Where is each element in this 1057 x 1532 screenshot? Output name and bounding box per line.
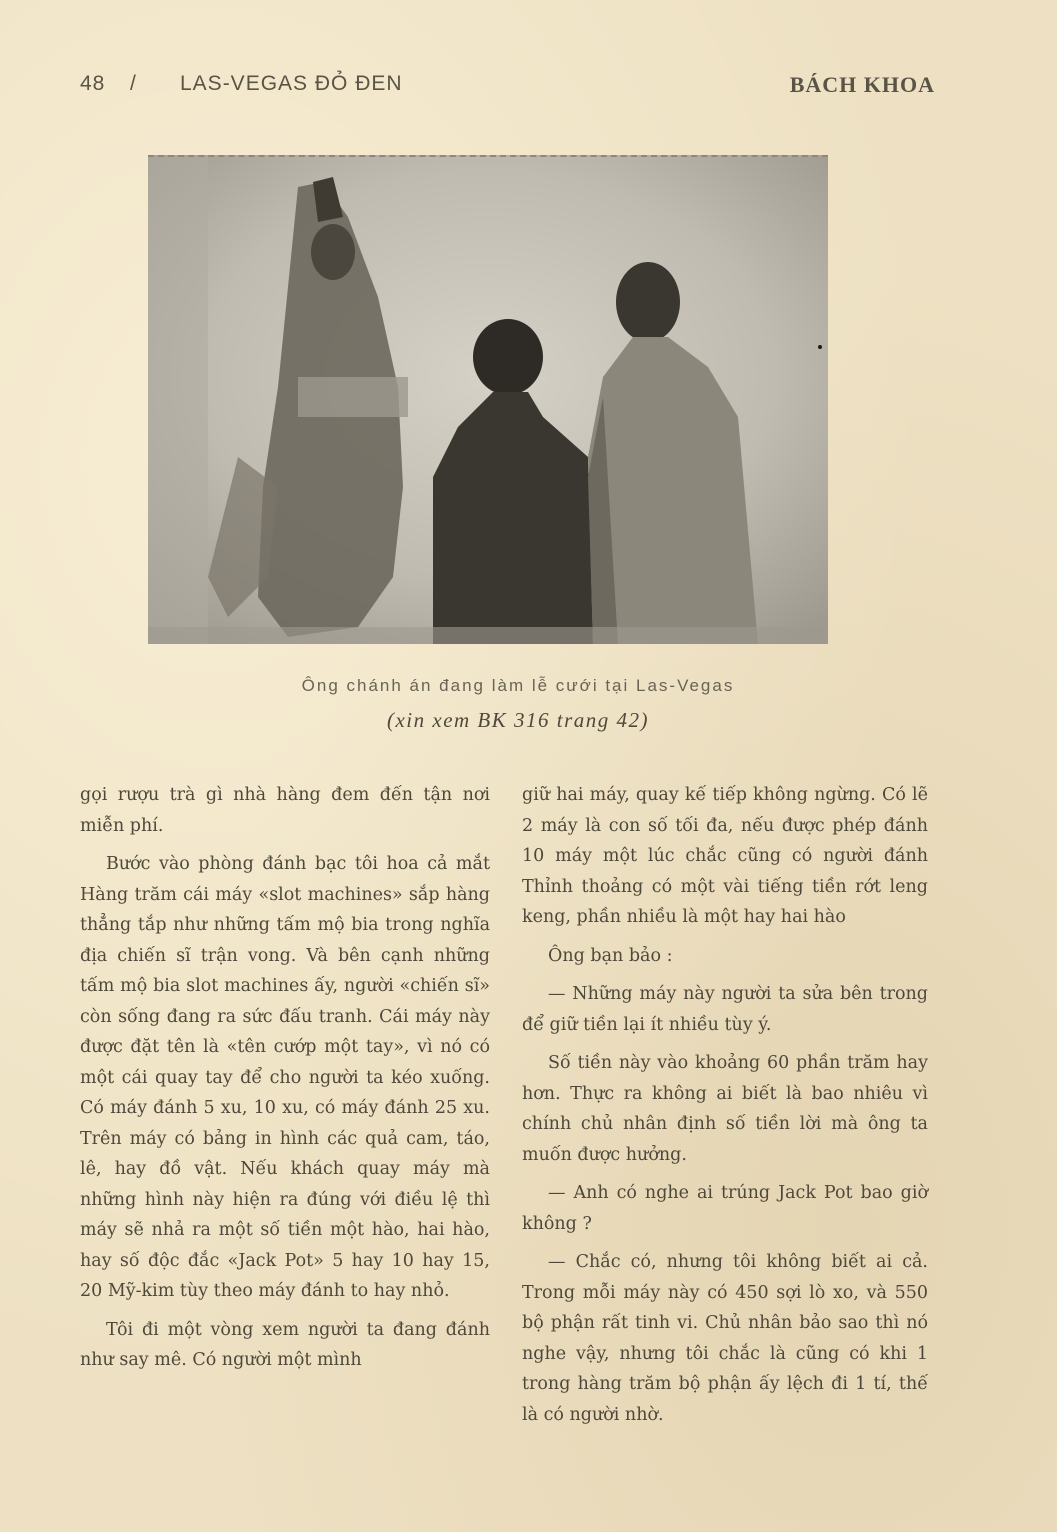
page-header: [80, 72, 935, 104]
photo-reference: (xin xem BK 316 trang 42): [386, 708, 650, 732]
left-column: [80, 780, 490, 1384]
wedding-photo: [148, 155, 828, 644]
header-separator: /: [130, 72, 137, 95]
paragraph: Ông bạn bảo :: [548, 945, 673, 966]
page-number: 48: [80, 72, 106, 95]
paragraph: gọi rượu trà gì nhà hàng đem đến tận nơi miễn phí.: [80, 785, 490, 836]
right-column: [522, 780, 928, 1438]
running-title: LAS-VEGAS ĐỎ ĐEN: [180, 72, 403, 95]
paragraph: Tôi đi một vòng xem người ta đang đánh như say mê. Có người một mình: [80, 1319, 490, 1370]
photo-caption: Ông chánh án đang làm lễ cưới tại Las-Vegas: [301, 676, 735, 695]
publication-name: BÁCH KHOA: [789, 72, 935, 97]
paragraph: — Những máy này người ta sửa bên trong để giữ tiền lại ít nhiều tùy ý.: [522, 984, 928, 1035]
paragraph: — Anh có nghe ai trúng Jack Pot bao giờ không ?: [522, 1183, 928, 1234]
paragraph: giữ hai máy, quay kế tiếp không ngừng. Có lẽ 2 máy là con số tối đa, nếu được phép đánh 10 máy một lúc chắc cũng có người đánh Thỉnh thoảng có một vài tiếng tiền rớt leng keng, phần nhiều là một hay hai hào: [522, 785, 928, 927]
wedding-photo-illustration: [148, 157, 828, 644]
paragraph: — Chắc có, nhưng tôi không biết ai cả. Trong mỗi máy này có 450 sợi lò xo, và 550 bộ phận rất tinh vi. Chủ nhân bảo sao thì nó nghe vậy, nhưng tôi chắc là cũng có khi 1 trong hàng trăm bộ phận ấy lệch đi 1 tí, thế là có người nhờ.: [522, 1252, 928, 1425]
paragraph: Bước vào phòng đánh bạc tôi hoa cả mắt Hàng trăm cái máy «slot machines» sắp hàng thẳng tắp như những tấm mộ bia trong nghĩa địa chiến sĩ trận vong. Và bên cạnh những tấm mộ bia slot machines ấy, người «chiến sĩ» còn sống đang ra sức đấu tranh. Cái máy này được đặt tên là «tên cướp một tay», vì nó có một cái quay tay để cho người ta kéo xuống. Có máy đánh 5 xu, 10 xu, có máy đánh 25 xu. Trên máy có bảng in hình các quả cam, táo, lê, hay đồ vật. Nếu khách quay máy mà những hình này hiện ra đúng với điều lệ thì máy sẽ nhả ra một số tiền một hào, hai hào, hay số độc đắc «Jack Pot» 5 hay 10 hay 15, 20 Mỹ-kim tùy theo máy đánh to hay nhỏ.: [80, 854, 490, 1301]
paragraph: Số tiền này vào khoảng 60 phần trăm hay hơn. Thực ra không ai biết là bao nhiêu vì chính chủ nhân định số tiền lời mà ông ta muốn được hưởng.: [522, 1053, 928, 1165]
